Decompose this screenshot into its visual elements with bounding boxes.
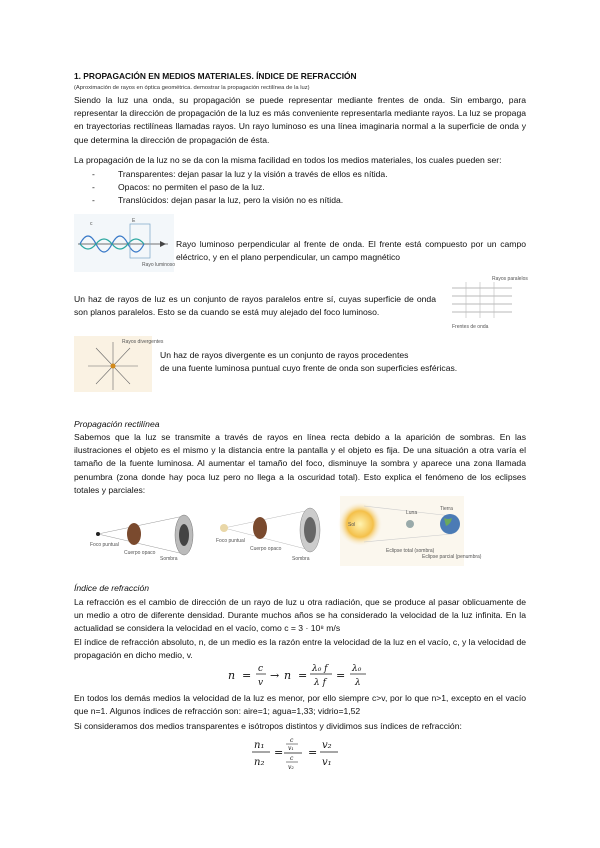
svg-text:n: n: [228, 669, 236, 682]
label-divergent: Rayos divergentes: [122, 339, 164, 345]
figure-caption: Rayo luminoso perpendicular al frente de onda. El frente está compuesto por un campo eléctrico, y en el plano perpendicular, un campo magnético: [176, 239, 526, 263]
label-opaque-body: Cuerpo opaco: [124, 550, 156, 556]
label-opaque-body: Cuerpo opaco: [250, 546, 282, 552]
section-subtitle: (Aproximación de rayos en óptica geométrica. demostrar la propagación rectilínea de la luz): [74, 85, 310, 91]
formula-index-ratio: [246, 734, 356, 774]
paragraph: La refracción es el cambio de dirección de un rayo de luz u otra radiación, que se produce al pasar oblicuamente de un medio a otro de diferente densidad. Durante muchos años se ha considerado la velocidad de la luz infinita. En la actualidad se considera la velocidad en el vacío, como c = 3 · 10⁸ m/s: [74, 597, 526, 634]
figure-caption: de una fuente luminosa puntual cuyo frente de onda son superficies esféricas.: [160, 363, 458, 373]
em-wave-figure: [74, 214, 174, 272]
formula-refractive-index: [222, 660, 382, 690]
shadow-figure-extended-source: [216, 504, 328, 562]
section-heading: Propagación rectilínea: [74, 419, 160, 429]
figure-caption: Un haz de rayos de luz es un conjunto de rayos paralelos entre sí, cuyas superficie de onda son planos paralelos. Esto se da cuando se está muy alejado del foco luminoso.: [74, 294, 436, 318]
svg-text:λ: λ: [355, 678, 361, 688]
svg-text:n₁: n₁: [254, 740, 265, 751]
label-earth: Tierra: [440, 506, 453, 512]
paragraph: El índice de refracción absoluto, n, de un medio es la razón entre la velocidad de la luz en el vacío, c, y la velocidad de propagación en dicho medio, v.: [74, 637, 526, 661]
label-parallel-rays: Rayos paralelos: [492, 276, 528, 282]
svg-text:=: =: [298, 669, 308, 682]
svg-text:=: =: [308, 746, 318, 759]
svg-text:v₁: v₁: [322, 757, 332, 768]
parallel-rays-figure: [448, 274, 528, 330]
svg-text:v₁: v₁: [288, 745, 294, 752]
svg-text:v: v: [258, 678, 264, 688]
label-sun: Sol: [348, 522, 356, 528]
label-partial-eclipse: Eclipse parcial (penumbra): [422, 554, 482, 560]
label-c: c: [90, 221, 93, 227]
label-point-source: Foco puntual: [216, 538, 245, 544]
svg-text:c: c: [290, 755, 294, 762]
svg-text:=: =: [242, 669, 252, 682]
svg-text:n: n: [284, 669, 292, 682]
paragraph: Siendo la luz una onda, su propagación se puede representar mediante frentes de onda. Sin embargo, para representar la dirección de propagación de la luz es más conveniente representarla mediante rayos. La luz se propaga en trayectorias rectilíneas llamadas rayos. Un rayo luminoso es una línea imaginaria normal a la superficie de onda y que determina la dirección de propagación de ésta.: [74, 95, 526, 145]
paragraph: En todos los demás medios la velocidad de la luz es menor, por ello siempre c>v, por lo que n>1, excepto en el vacío que n=1. Algunos índices de refracción son: aire=1; agua=1,33; vidrio=1,52: [74, 693, 526, 717]
svg-text:n₂: n₂: [254, 757, 265, 768]
list-item: - Transparentes: dejan pasar la luz y la visión a través de ellos es nítida.: [92, 169, 388, 179]
label-e: E: [132, 218, 136, 224]
label-total-eclipse: Eclipse total (sombra): [386, 548, 435, 554]
svg-text:v₂: v₂: [322, 740, 332, 751]
svg-text:λ f: λ f: [314, 678, 326, 688]
svg-text:λ₀ f: λ₀ f: [312, 664, 328, 674]
paragraph: Sabemos que la luz se transmite a través de rayos en línea recta debido a la aparición de sombras. En las ilustraciones el objeto es el mismo y la distancia entre la pantalla y el objeto es fija. De una situación a otra varía el tamaño de la fuente luminosa. Al aumentar el tamaño del foco, disminuye la sombra y aparece una zona llamada penumbra (zona donde hay poca luz pero no llega a la oscuridad total). Esto explica el fenómeno de los eclipses totales y parciales:: [74, 432, 526, 495]
svg-text:v₂: v₂: [288, 764, 294, 771]
list-item: - Translúcidos: dejan pasar la luz, pero la visión no es nítida.: [92, 195, 344, 206]
svg-text:c: c: [290, 737, 294, 744]
list-item: - Opacos: no permiten el paso de la luz.: [92, 182, 265, 193]
svg-text:=: =: [336, 669, 346, 682]
eclipse-figure: [340, 496, 482, 566]
label-ray: Rayo luminoso: [142, 262, 176, 268]
media-list: [74, 168, 388, 208]
section-title: 1. PROPAGACIÓN EN MEDIOS MATERIALES. ÍNDICE DE REFRACCIÓN: [74, 71, 357, 81]
label-moon: Luna: [406, 510, 418, 516]
shadow-figure-point-source: [90, 510, 202, 562]
section-heading: Índice de refracción: [74, 583, 149, 593]
divergent-rays-figure: [74, 336, 164, 392]
figure-caption: Un haz de rayos divergente es un conjunto de rayos procedentes: [160, 350, 409, 360]
svg-text:c: c: [258, 664, 264, 674]
paragraph: Si consideramos dos medios transparentes e isótropos distintos y dividimos sus índices de refracción:: [74, 721, 462, 731]
svg-text:→: →: [270, 669, 280, 682]
label-shadow: Sombra: [292, 556, 310, 562]
label-wavefronts: Frentes de onda: [452, 324, 489, 330]
label-shadow: Sombra: [160, 556, 178, 562]
label-point-source: Foco puntual: [90, 542, 119, 548]
svg-text:=: =: [274, 746, 284, 759]
svg-text:λ₀: λ₀: [352, 664, 362, 674]
paragraph: La propagación de la luz no se da con la misma facilidad en todos los medios materiales, los cuales pueden ser:: [74, 155, 502, 165]
